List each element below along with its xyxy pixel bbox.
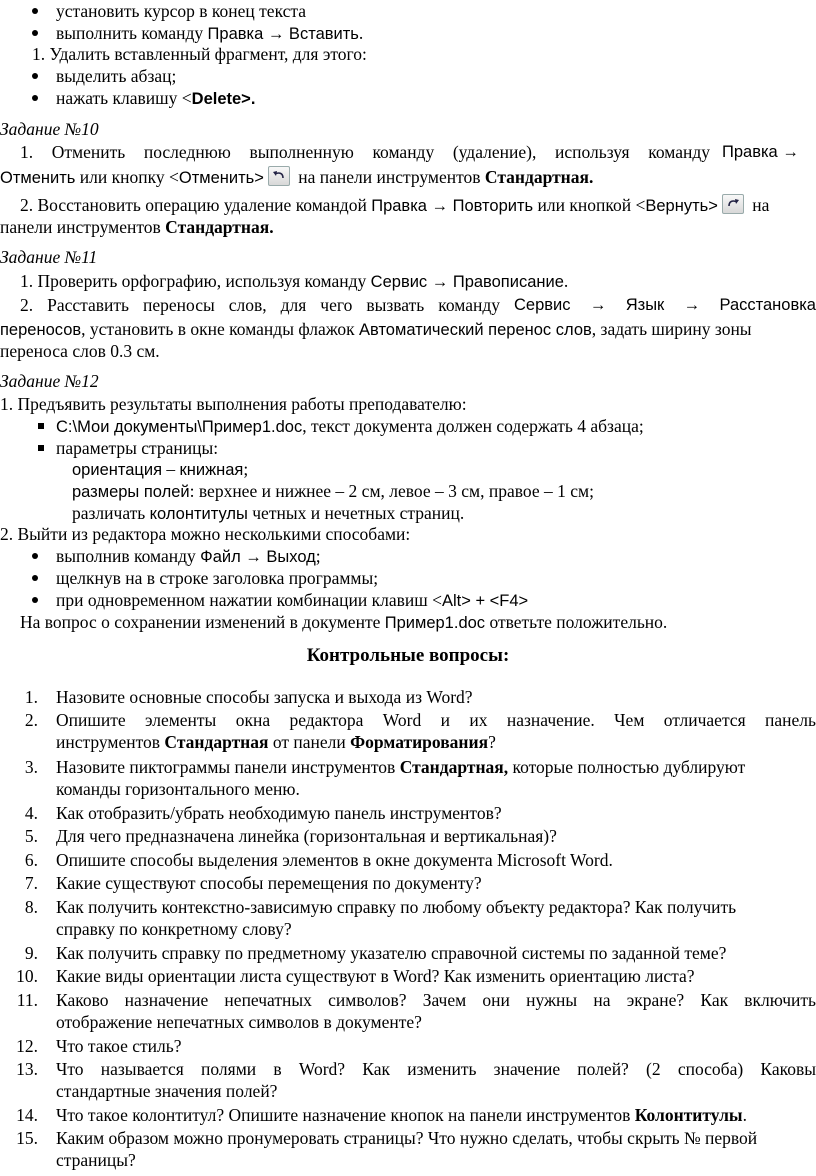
task-10-title: Задание №10: [0, 119, 99, 139]
questions-heading: Контрольные вопросы:: [306, 645, 510, 666]
task-12-title: Задание №12: [0, 371, 99, 391]
task-11-title: Задание №11: [0, 247, 98, 267]
undo-icon: [268, 166, 290, 186]
redo-icon: [722, 194, 744, 214]
